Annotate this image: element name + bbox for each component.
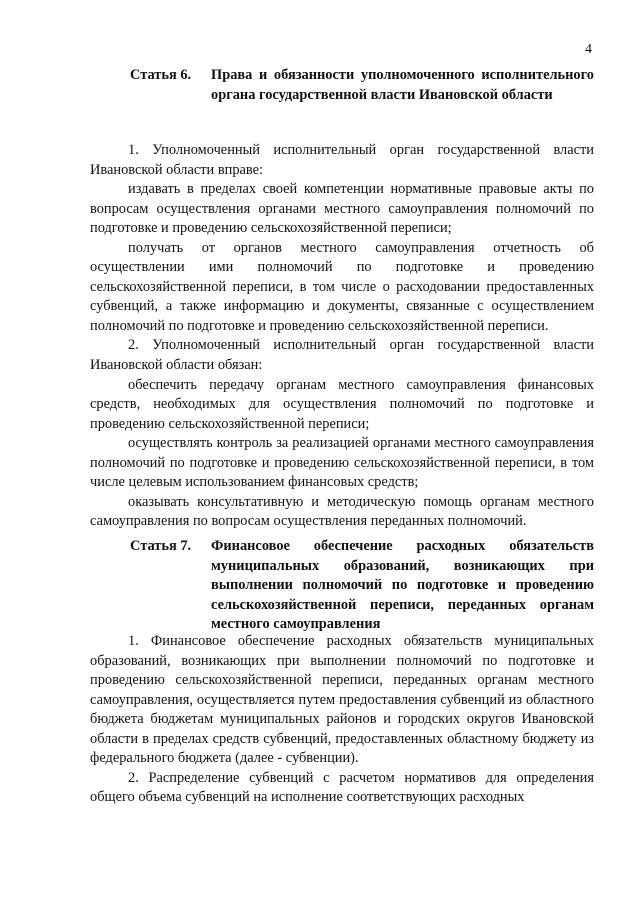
article-7-label: Статья 7. bbox=[130, 538, 192, 554]
paragraph: издавать в пределах своей компетенции нормативные правовые акты по вопросам осуществления органами местного самоуправления полномочий по подготовке и проведению сельскохозяйственной переписи; bbox=[90, 181, 594, 237]
page-number: 4 bbox=[585, 42, 592, 57]
paragraph: оказывать консультативную и методическую помощь органам местного самоуправления по вопросам осуществления переданных полномочий. bbox=[90, 493, 594, 530]
article-6-title: Права и обязанности уполномоченного исполнительного органа государственной власти Ивановской области bbox=[211, 67, 594, 103]
article-6-body bbox=[90, 141, 594, 532]
paragraph: осуществлять контроль за реализацией органами местного самоуправления полномочий по подготовке и проведению сельскохозяйственной переписи, в том числе целевым использованием финансовых средств; bbox=[90, 435, 594, 491]
paragraph: 2. Уполномоченный исполнительный орган государственной власти Ивановской области обязан: bbox=[90, 337, 594, 374]
article-7-heading bbox=[130, 537, 594, 635]
paragraph: получать от органов местного самоуправления отчетность об осуществлении ими полномочий по подготовке и проведению сельскохозяйственной переписи, в том числе о расходовании предоставленных субвенций, а также информацию и документы, связанные с осуществлением полномочий по подготовке и проведению сельскохозяйственной переписи. bbox=[90, 239, 594, 334]
article-7-body bbox=[90, 632, 594, 808]
paragraph: 1. Финансовое обеспечение расходных обязательств муниципальных образований, возникающих при выполнении полномочий по подготовке и проведению сельскохозяйственной переписи, переданных органам местного самоуправления, осуществляется путем предоставления субвенций из областного бюджета бюджетам муниципальных районов и городских округов Ивановской области в пределах средств субвенций, предоставленных областному бюджету из федерального бюджета (далее - субвенции). bbox=[90, 633, 594, 767]
article-6-label: Статья 6. bbox=[130, 67, 192, 83]
paragraph: 1. Уполномоченный исполнительный орган государственной власти Ивановской области вправе: bbox=[90, 142, 594, 178]
article-7-title: Финансовое обеспечение расходных обязательств муниципальных образований, возникающих при выполнении полномочий по подготовке и проведению сельскохозяйственной переписи, переданных органам местного самоуправления bbox=[211, 538, 594, 632]
paragraph: обеспечить передачу органам местного самоуправления финансовых средств, необходимых для осуществления полномочий по подготовке и проведению сельскохозяйственной переписи; bbox=[90, 376, 594, 432]
article-6-heading bbox=[130, 66, 594, 105]
paragraph: 2. Распределение субвенций с расчетом нормативов для определения общего объема субвенций на исполнение соответствующих расходных bbox=[90, 769, 594, 806]
